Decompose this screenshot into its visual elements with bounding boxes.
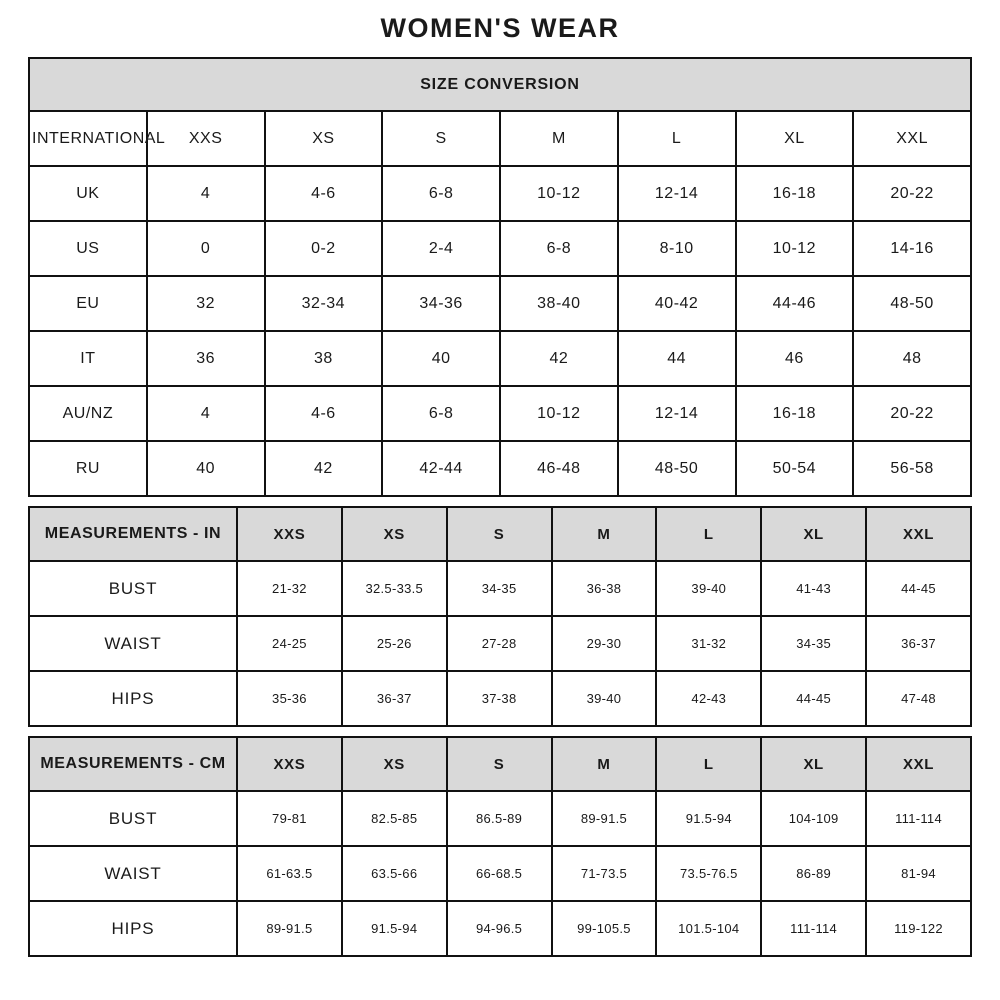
table-row <box>29 386 971 441</box>
value-cell: 37-38 <box>447 671 552 726</box>
column-header-m: M <box>552 737 657 791</box>
value-cell: 82.5-85 <box>342 791 447 846</box>
value-cell: 71-73.5 <box>552 846 657 901</box>
value-cell: 44-45 <box>866 561 971 616</box>
value-cell: 94-96.5 <box>447 901 552 956</box>
value-cell: 101.5-104 <box>656 901 761 956</box>
value-cell: 6-8 <box>500 221 618 276</box>
column-header-xl: XL <box>761 507 866 561</box>
value-cell: 40 <box>382 331 500 386</box>
table-row <box>29 901 971 956</box>
value-cell: 86-89 <box>761 846 866 901</box>
value-cell: 73.5-76.5 <box>656 846 761 901</box>
column-header-xxl: XXL <box>866 507 971 561</box>
value-cell: 32-34 <box>265 276 383 331</box>
column-header-l: L <box>656 737 761 791</box>
value-cell: 44-45 <box>761 671 866 726</box>
value-cell: 10-12 <box>500 386 618 441</box>
value-cell: 44-46 <box>736 276 854 331</box>
value-cell: 31-32 <box>656 616 761 671</box>
table-row <box>29 791 971 846</box>
value-cell: 40 <box>147 441 265 496</box>
value-cell: 12-14 <box>618 386 736 441</box>
column-header-xs: XS <box>342 507 447 561</box>
value-cell: 35-36 <box>237 671 342 726</box>
value-cell: 29-30 <box>552 616 657 671</box>
header-label: MEASUREMENTS - CM <box>29 737 237 791</box>
value-cell: 111-114 <box>866 791 971 846</box>
value-cell: 21-32 <box>237 561 342 616</box>
table-title-row <box>29 58 971 111</box>
table-row <box>29 166 971 221</box>
value-cell: 36-37 <box>866 616 971 671</box>
header-row <box>29 507 971 561</box>
column-header-l: L <box>656 507 761 561</box>
row-label: BUST <box>29 791 237 846</box>
value-cell: 0 <box>147 221 265 276</box>
value-cell: 47-48 <box>866 671 971 726</box>
value-cell: 38 <box>265 331 383 386</box>
value-cell: 42 <box>500 331 618 386</box>
value-cell: 34-36 <box>382 276 500 331</box>
value-cell: 48 <box>853 331 971 386</box>
row-label: HIPS <box>29 901 237 956</box>
value-cell: 4-6 <box>265 166 383 221</box>
table-row <box>29 221 971 276</box>
value-cell: 36-37 <box>342 671 447 726</box>
column-header-xxs: XXS <box>237 737 342 791</box>
value-cell: 34-35 <box>447 561 552 616</box>
value-cell: 8-10 <box>618 221 736 276</box>
value-cell: 111-114 <box>761 901 866 956</box>
value-cell: 38-40 <box>500 276 618 331</box>
row-label: RU <box>29 441 147 496</box>
column-header-m: M <box>500 111 618 166</box>
measurements-in-table <box>28 506 972 727</box>
table-row <box>29 561 971 616</box>
value-cell: 79-81 <box>237 791 342 846</box>
column-header-xxl: XXL <box>866 737 971 791</box>
value-cell: 66-68.5 <box>447 846 552 901</box>
row-label: AU/NZ <box>29 386 147 441</box>
value-cell: 89-91.5 <box>237 901 342 956</box>
value-cell: 48-50 <box>853 276 971 331</box>
value-cell: 41-43 <box>761 561 866 616</box>
column-header-xxs: XXS <box>147 111 265 166</box>
row-label: US <box>29 221 147 276</box>
value-cell: 36-38 <box>552 561 657 616</box>
value-cell: 39-40 <box>552 671 657 726</box>
value-cell: 20-22 <box>853 166 971 221</box>
value-cell: 86.5-89 <box>447 791 552 846</box>
table-title: SIZE CONVERSION <box>29 58 971 111</box>
value-cell: 4 <box>147 166 265 221</box>
row-label: WAIST <box>29 846 237 901</box>
header-row <box>29 111 971 166</box>
column-header-s: S <box>382 111 500 166</box>
row-label: UK <box>29 166 147 221</box>
value-cell: 61-63.5 <box>237 846 342 901</box>
value-cell: 0-2 <box>265 221 383 276</box>
value-cell: 10-12 <box>500 166 618 221</box>
value-cell: 12-14 <box>618 166 736 221</box>
header-row <box>29 737 971 791</box>
value-cell: 42-44 <box>382 441 500 496</box>
value-cell: 91.5-94 <box>656 791 761 846</box>
table-row <box>29 331 971 386</box>
row-label: WAIST <box>29 616 237 671</box>
value-cell: 42-43 <box>656 671 761 726</box>
column-header-s: S <box>447 507 552 561</box>
value-cell: 81-94 <box>866 846 971 901</box>
table-row <box>29 276 971 331</box>
value-cell: 4-6 <box>265 386 383 441</box>
value-cell: 99-105.5 <box>552 901 657 956</box>
value-cell: 16-18 <box>736 166 854 221</box>
column-header-xxl: XXL <box>853 111 971 166</box>
value-cell: 91.5-94 <box>342 901 447 956</box>
value-cell: 36 <box>147 331 265 386</box>
column-header-m: M <box>552 507 657 561</box>
value-cell: 63.5-66 <box>342 846 447 901</box>
value-cell: 34-35 <box>761 616 866 671</box>
value-cell: 48-50 <box>618 441 736 496</box>
value-cell: 32.5-33.5 <box>342 561 447 616</box>
table-row <box>29 671 971 726</box>
value-cell: 6-8 <box>382 166 500 221</box>
table-row <box>29 441 971 496</box>
value-cell: 46 <box>736 331 854 386</box>
value-cell: 32 <box>147 276 265 331</box>
value-cell: 56-58 <box>853 441 971 496</box>
value-cell: 20-22 <box>853 386 971 441</box>
column-header-xxs: XXS <box>237 507 342 561</box>
value-cell: 44 <box>618 331 736 386</box>
size-conversion-table <box>28 57 972 497</box>
header-label: MEASUREMENTS - IN <box>29 507 237 561</box>
value-cell: 24-25 <box>237 616 342 671</box>
column-header-xs: XS <box>342 737 447 791</box>
column-header-xl: XL <box>761 737 866 791</box>
value-cell: 50-54 <box>736 441 854 496</box>
measurements-cm-table <box>28 736 972 957</box>
page-title: WOMEN'S WEAR <box>380 13 620 43</box>
value-cell: 46-48 <box>500 441 618 496</box>
row-label: EU <box>29 276 147 331</box>
value-cell: 104-109 <box>761 791 866 846</box>
value-cell: 6-8 <box>382 386 500 441</box>
value-cell: 40-42 <box>618 276 736 331</box>
value-cell: 39-40 <box>656 561 761 616</box>
value-cell: 89-91.5 <box>552 791 657 846</box>
row-label: HIPS <box>29 671 237 726</box>
value-cell: 119-122 <box>866 901 971 956</box>
header-label: INTERNATIONAL <box>29 111 147 166</box>
value-cell: 27-28 <box>447 616 552 671</box>
column-header-l: L <box>618 111 736 166</box>
row-label: IT <box>29 331 147 386</box>
column-header-xl: XL <box>736 111 854 166</box>
value-cell: 25-26 <box>342 616 447 671</box>
table-row <box>29 846 971 901</box>
column-header-xs: XS <box>265 111 383 166</box>
value-cell: 16-18 <box>736 386 854 441</box>
value-cell: 14-16 <box>853 221 971 276</box>
row-label: BUST <box>29 561 237 616</box>
column-header-s: S <box>447 737 552 791</box>
value-cell: 10-12 <box>736 221 854 276</box>
value-cell: 4 <box>147 386 265 441</box>
value-cell: 2-4 <box>382 221 500 276</box>
value-cell: 42 <box>265 441 383 496</box>
table-row <box>29 616 971 671</box>
